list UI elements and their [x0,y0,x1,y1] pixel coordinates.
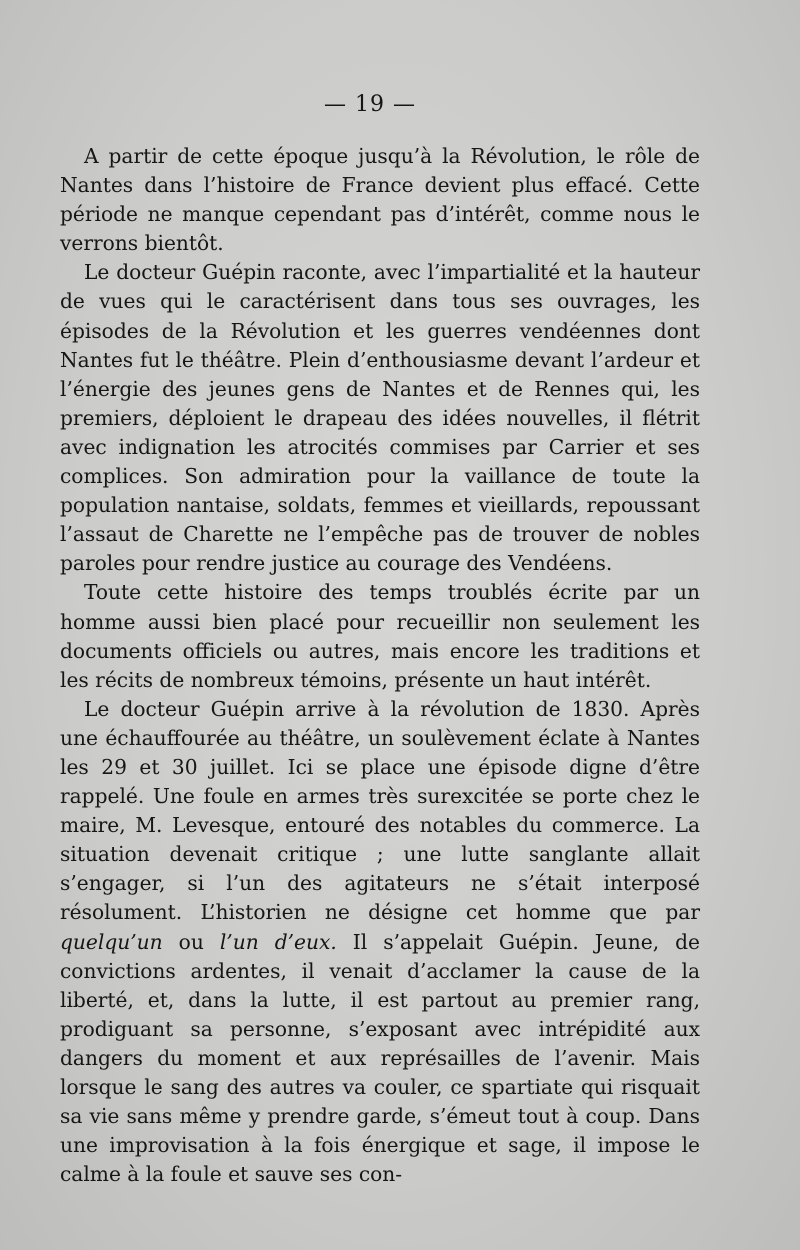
paragraph-4 [60,695,700,1190]
paragraph-4-part-1: Le docteur Guépin arrive à la révolution de 1830. Après une échauffourée au théâtre, un soulèvement éclate à Nantes les 29 et 30 juillet. Ici se place une épisode digne d’être rappelé. Une foule en armes très surexcitée se porte chez le maire, M. Levesque, entouré des notables du commerce. La situation devenait critique ; une lutte sanglante allait s’engager, si l’un des agitateurs ne s’était interposé résolument. L’historien ne désigne cet homme que par [60,696,700,925]
paragraph-3: Toute cette histoire des temps troublés écrite par un homme aussi bien placé pour recueillir non seulement les documents officiels ou autres, mais encore les traditions et les récits de nombreux témoins, présente un haut intérêt. [60,580,700,692]
body-text [60,142,700,1189]
paragraph-1: A partir de cette époque jusqu’à la Révolution, le rôle de Nantes dans l’histoire de France devient plus effacé. Cette période ne manque cependant pas d’intérêt, comme nous le verrons bientôt. [60,144,700,256]
page-number: — 19 — [324,92,416,117]
paragraph-2: Le docteur Guépin raconte, avec l’impartialité et la hauteur de vues qui le caractérisent dans tous ses ouvrages, les épisodes de la Révolution et les guerres vendéennes dont Nantes fut le théâtre. Plein d’enthousiasme devant l’ardeur et l’énergie des jeunes gens de Nantes et de Rennes qui, les premiers, déploient le drapeau des idées nouvelles, il flétrit avec indignation les atrocités commises par Carrier et ses complices. Son admiration pour la vaillance de toute la population nantaise, soldats, femmes et vieillards, repoussant l’assaut de Charette ne l’empêche pas de trouver de nobles paroles pour rendre justice au courage des Vendéens. [60,260,700,576]
italic-lun-deux: l’un d’eux. [219,929,337,954]
paragraph-4-part-2: ou [162,929,220,954]
italic-quelquun: quelqu’un [60,929,163,954]
paragraph-4-part-3: Il s’appelait Guépin. Jeune, de convictions ardentes, il venait d’acclamer la cause de la liberté, et, dans la lutte, il est partout au premier rang, prodiguant sa personne, s’exposant avec intrépidité aux dangers du moment et aux représailles de l’avenir. Mais lorsque le sang des autres va couler, ce spartiate qui risquait sa vie sans même y prendre garde, s’émeut tout à coup. Dans une improvisation à la fois énergique et sage, il impose le calme à la foule et sauve ses con- [60,929,700,1187]
